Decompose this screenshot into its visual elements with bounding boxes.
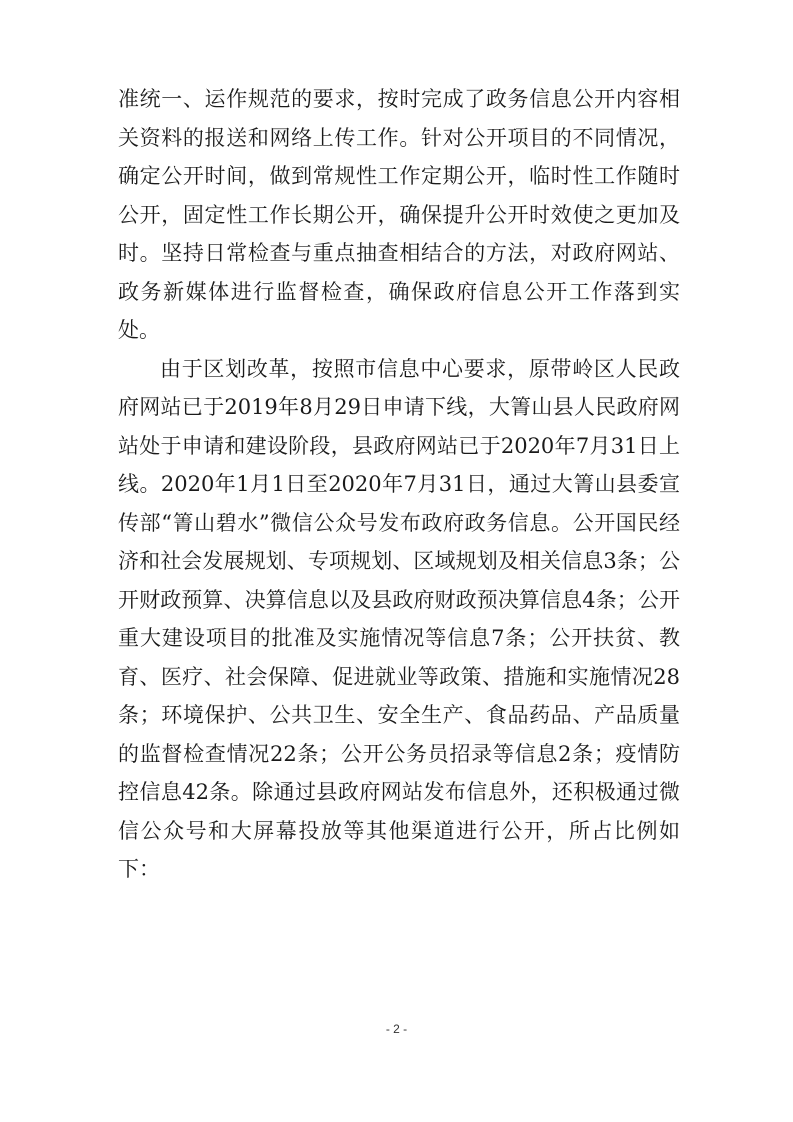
page-number: - 2 -	[385, 1022, 408, 1036]
document-body	[118, 80, 680, 889]
paragraph-2: 由于区划改革，按照市信息中心要求，原带岭区人民政府网站已于2019年8月29日申请下线，大箐山县人民政府网站处于申请和建设阶段，县政府网站已于2020年7月31日上线。2020年1月1日至2020年7月31日，通过大箐山县委宣传部“箐山碧水”微信公众号发布政府政务信息。公开国民经济和社会发展规划、专项规划、区域规划及相关信息3条；公开财政预算、决算信息以及县政府财政预决算信息4条；公开重大建设项目的批准及实施情况等信息7条；公开扶贫、教育、医疗、社会保障、促进就业等政策、措施和实施情况28条；环境保护、公共卫生、安全生产、食品药品、产品质量的监督检查情况22条；公开公务员招录等信息2条；疫情防控信息42条。除通过县政府网站发布信息外，还积极通过微信公众号和大屏幕投放等其他渠道进行公开，所占比例如下：	[118, 356, 680, 881]
paragraph-1: 准统一、运作规范的要求，按时完成了政务信息公开内容相关资料的报送和网络上传工作。针对公开项目的不同情况，确定公开时间，做到常规性工作定期公开，临时性工作随时公开，固定性工作长期公开，确保提升公开时效使之更加及时。坚持日常检查与重点抽查相结合的方法，对政府网站、政务新媒体进行监督检查，确保政府信息公开工作落到实处。	[118, 87, 680, 342]
